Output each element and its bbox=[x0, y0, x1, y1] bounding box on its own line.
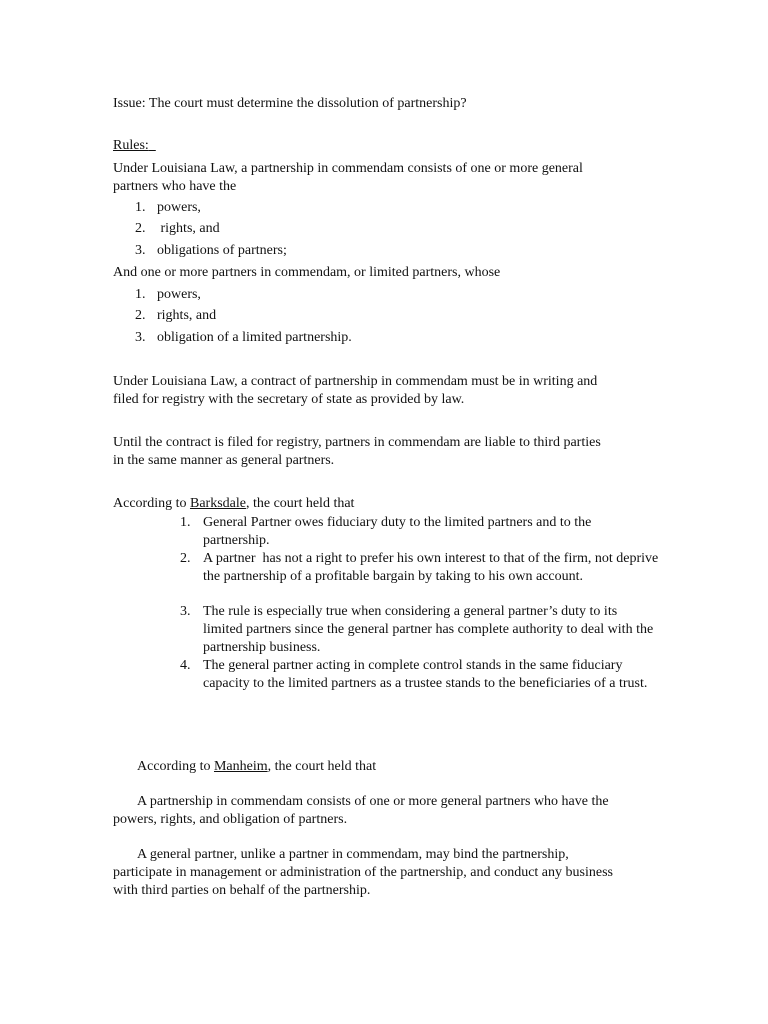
rule1-intro-line2: partners who have the bbox=[113, 179, 237, 194]
list-text: obligation of a limited partnership. bbox=[157, 330, 352, 345]
rule3-line1: Until the contract is filed for registry, partners in commendam are liable to third parties bbox=[113, 435, 601, 450]
manheim-prefix: According to bbox=[137, 759, 214, 774]
list-text: rights, and bbox=[157, 308, 217, 323]
manheim-paragraph2-line3: with third parties on behalf of the partnership. bbox=[113, 883, 371, 898]
issue-statement: Issue: The court must determine the dissolution of partnership? bbox=[113, 96, 467, 111]
list-number: 1. bbox=[135, 287, 146, 302]
list-item bbox=[180, 603, 660, 657]
list-text: powers, bbox=[157, 200, 201, 215]
list-text: A partner has not a right to prefer his own interest to that of the firm, not deprive the partnership of a profitable bargain by taking to his own account. bbox=[203, 551, 662, 584]
manheim-heading bbox=[137, 758, 376, 776]
list-number: 3. bbox=[135, 330, 146, 345]
list-number: 3. bbox=[135, 243, 146, 258]
list-text: General Partner owes fiduciary duty to the limited partners and to the partnership. bbox=[203, 515, 592, 548]
list-number: 2. bbox=[135, 308, 146, 323]
list-item bbox=[180, 514, 660, 550]
barksdale-heading bbox=[113, 495, 354, 513]
manheim-paragraph2-line1: A general partner, unlike a partner in commendam, may bind the partnership, bbox=[137, 847, 569, 862]
manheim-suffix: , the court held that bbox=[267, 759, 377, 774]
rule2-line1: Under Louisiana Law, a contract of partnership in commendam must be in writing and bbox=[113, 374, 598, 389]
rules-heading-text: Rules: bbox=[113, 138, 149, 153]
list-text: obligations of partners; bbox=[157, 243, 287, 258]
rule3-line2: in the same manner as general partners. bbox=[113, 453, 335, 468]
manheim-paragraph1-line2: powers, rights, and obligation of partners. bbox=[113, 812, 348, 827]
rules-heading bbox=[113, 137, 156, 155]
list-number: 2. bbox=[180, 551, 191, 566]
list-item bbox=[180, 657, 660, 693]
manheim-paragraph1-line1: A partnership in commendam consists of one or more general partners who have the bbox=[137, 794, 609, 809]
barksdale-suffix: , the court held that bbox=[245, 496, 355, 511]
barksdale-case-name: Barksdale bbox=[189, 496, 246, 511]
barksdale-prefix: According to bbox=[113, 496, 190, 511]
manheim-case-name: Manheim bbox=[213, 759, 268, 774]
rule1-and-line: And one or more partners in commendam, or limited partners, whose bbox=[113, 265, 501, 280]
list-number: 4. bbox=[180, 658, 191, 673]
list-number: 1. bbox=[135, 200, 146, 215]
list-text: powers, bbox=[157, 287, 201, 302]
list-text: The rule is especially true when considering a general partner’s duty to its limited partners since the general partner has complete authority to deal with the partnership business. bbox=[203, 604, 654, 655]
list-number: 3. bbox=[180, 604, 191, 619]
rule2-line2: filed for registry with the secretary of state as provided by law. bbox=[113, 392, 465, 407]
list-text: The general partner acting in complete control stands in the same fiduciary capacity to the limited partners as a trustee stands to the beneficiaries of a trust. bbox=[203, 658, 648, 691]
list-number: 1. bbox=[180, 515, 191, 530]
list-item bbox=[180, 550, 660, 586]
rule1-intro-line1: Under Louisiana Law, a partnership in commendam consists of one or more general bbox=[113, 161, 583, 176]
list-text: rights, and bbox=[157, 221, 220, 236]
list-number: 2. bbox=[135, 221, 146, 236]
manheim-paragraph2-line2: participate in management or administration of the partnership, and conduct any business bbox=[113, 865, 613, 880]
